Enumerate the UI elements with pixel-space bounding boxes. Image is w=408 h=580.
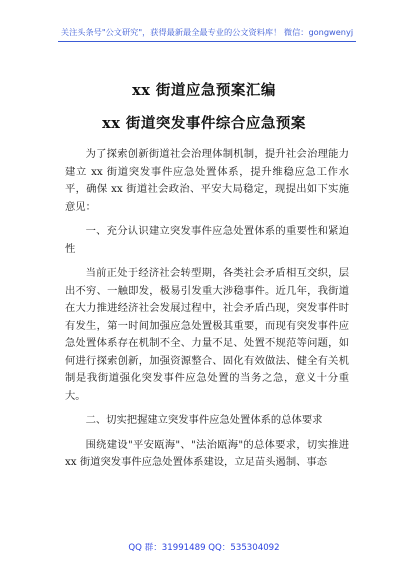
section-1-paragraph: 当前正处于经济社会转型期，各类社会矛盾相互交织，层出不穷、一触即发，极易引发重大涉稳事件。近几年，我街道在大力推进经济社会发展过程中，社会矛盾凸现，突发事件时有发生，第一时间加强应急处置极其重要，而现有突发事件应急处置体系存在机制不全、力量不足、处置不规范等问题，如何进行探索创新，加强资源整合、固化有效做法、健全有关机制是我街道强化突发事件应急处置的当务之急，意义十分重大。 — [65, 267, 349, 402]
header-divider — [58, 41, 356, 42]
document-body — [65, 146, 349, 472]
document-title: xx 街道应急预案汇编 — [132, 82, 276, 99]
section-heading-1: 一、充分认识建立突发事件应急处置体系的重要性和紧迫性 — [65, 225, 349, 255]
footer-contact: QQ 群：31991489 QQ：535304092 — [128, 543, 280, 553]
section-2-paragraph: 围绕建设"平安瓯海"、"法治瓯海"的总体要求，切实推进 xx 街道突发事件应急处置体系建设，立足苗头遏制、事态 — [65, 438, 349, 468]
section-heading-2: 二、切实把握建立突发事件应急处置体系的总体要求 — [85, 414, 323, 426]
intro-paragraph: 为了探索创新街道社会治理体制机制，提升社会治理能力建立 xx 街道突发事件应急处置体系，提升维稳应急工作水平，确保 xx 街道社会政治、平安大局稳定，现提出如下实施意见： — [65, 148, 349, 213]
header-banner[interactable]: 关注头条号"公文研究"，获得最新最全最专业的公文资料库！ 微信：gongwenyj — [60, 27, 354, 37]
document-subtitle: xx 街道突发事件综合应急预案 — [102, 115, 306, 132]
